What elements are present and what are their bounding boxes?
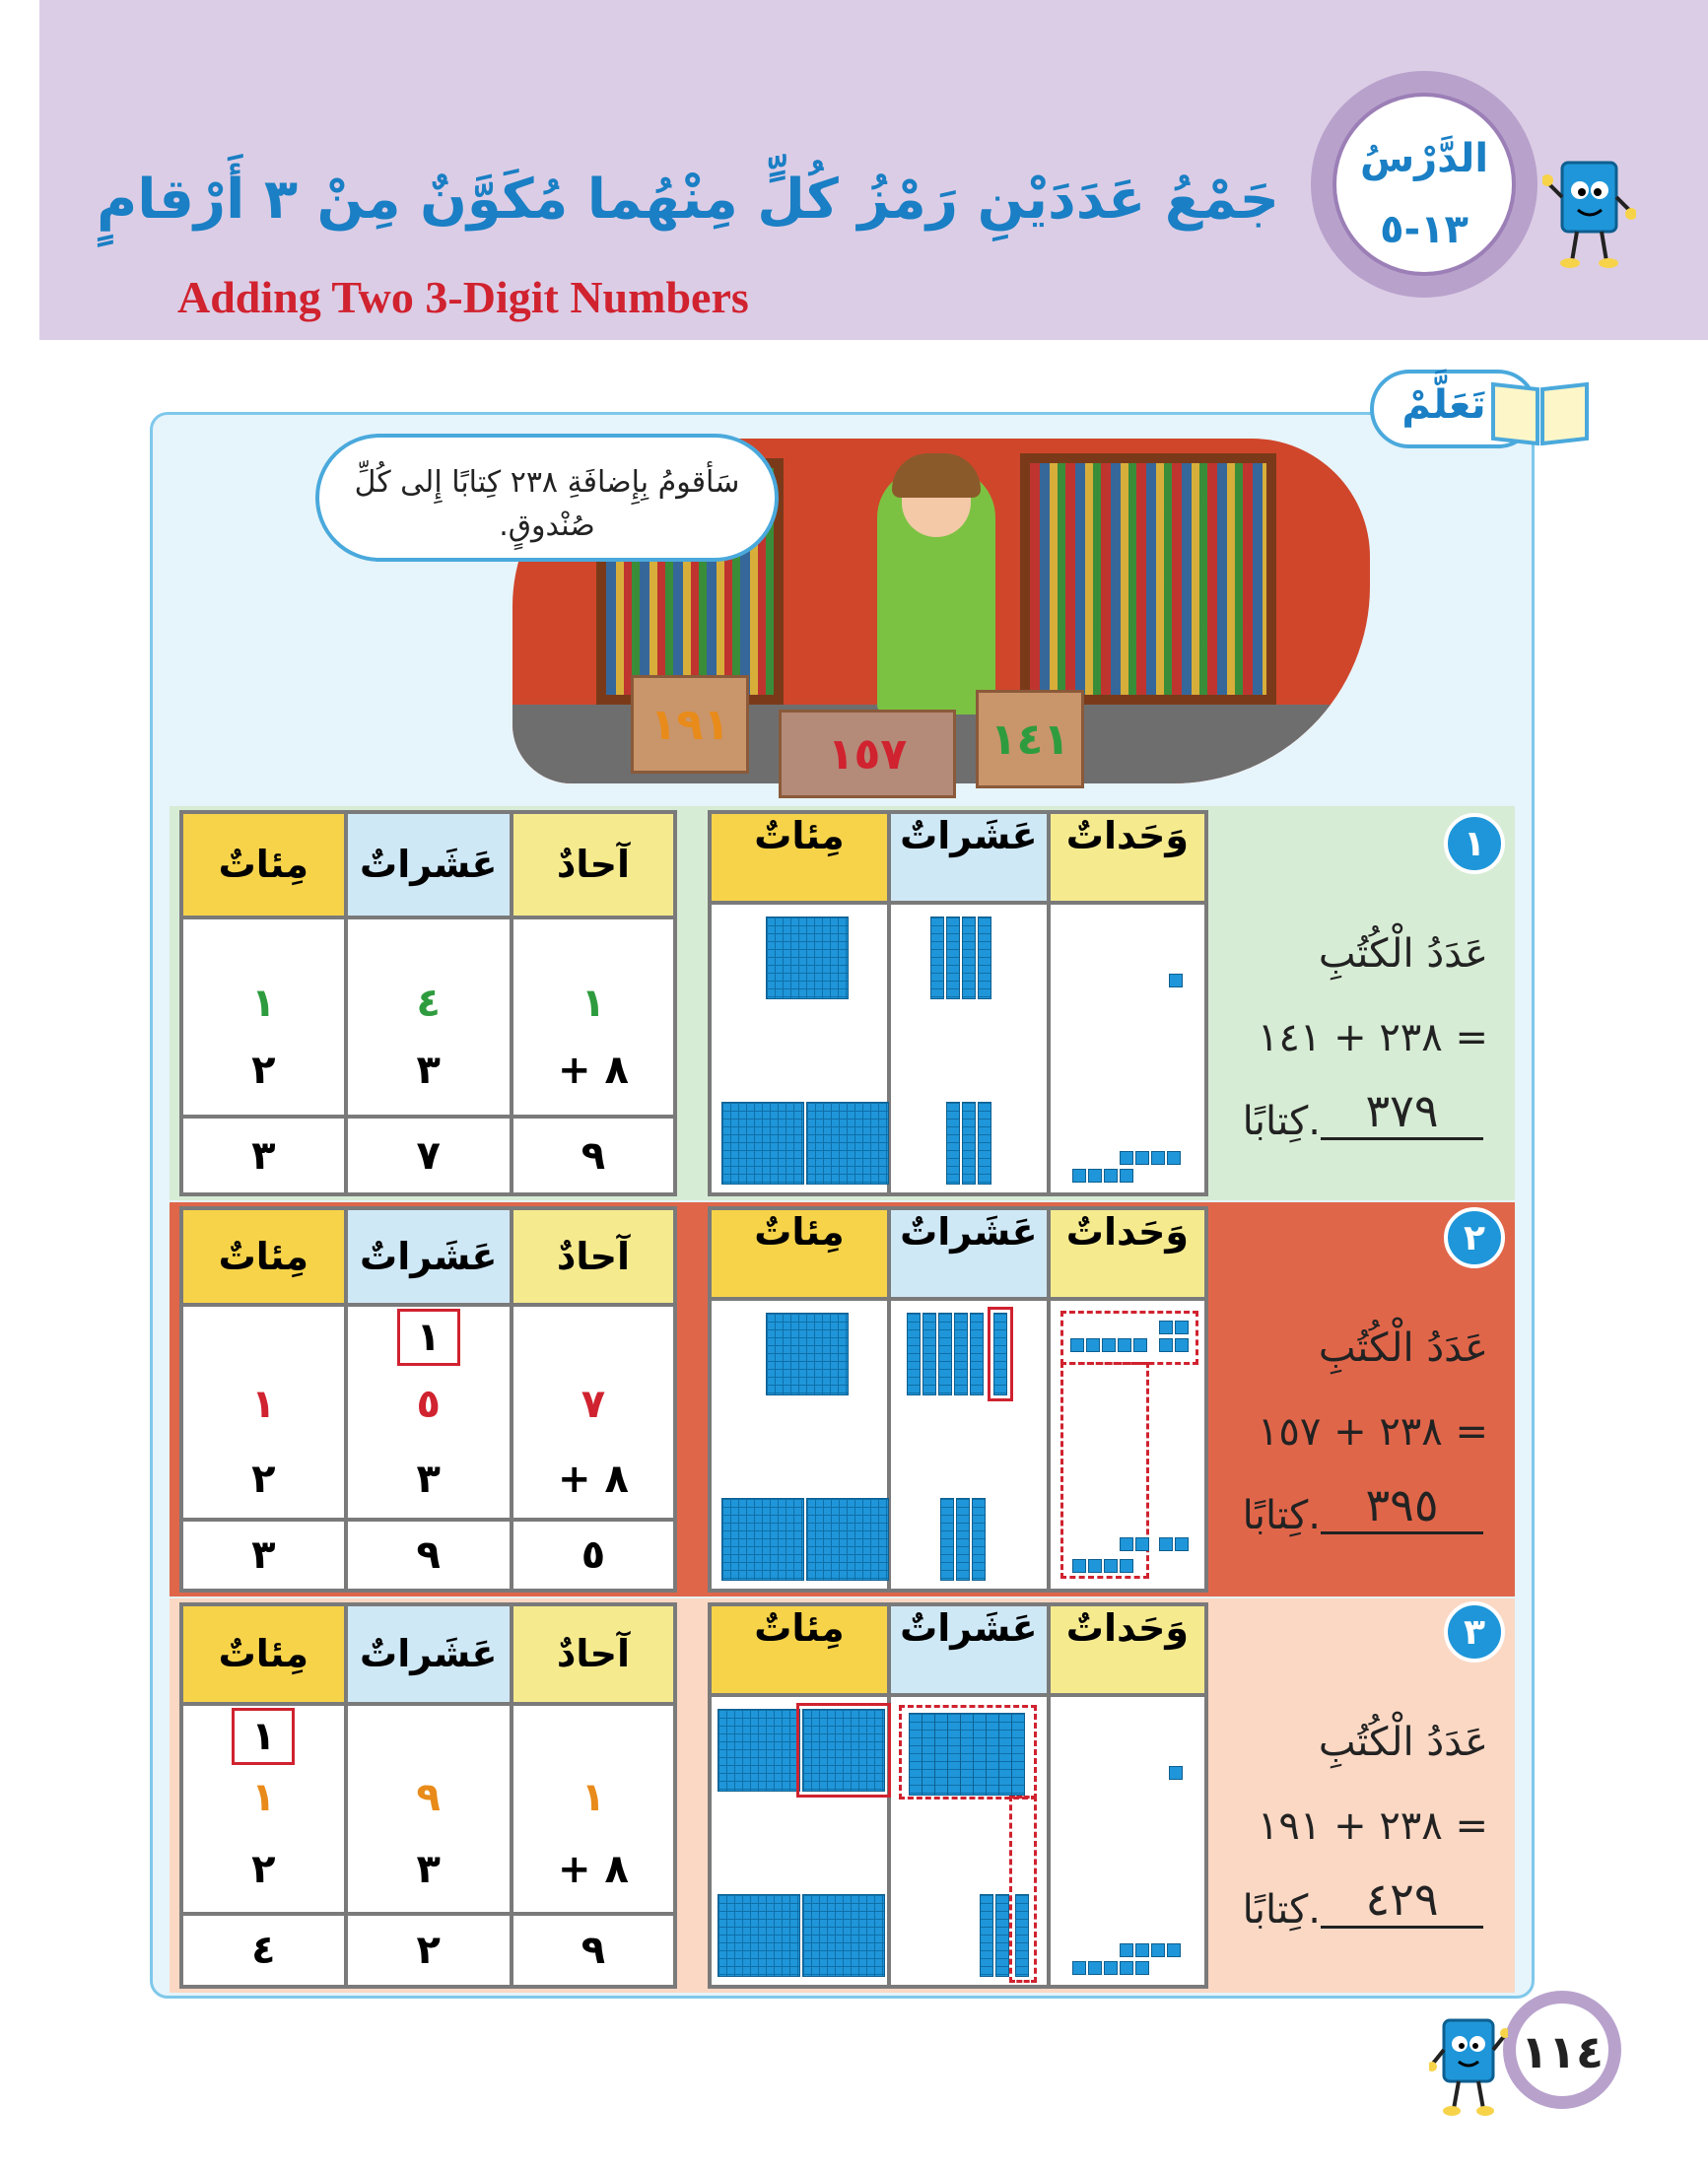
digit-ones: ١ (512, 917, 675, 1026)
sum-hundreds: ٤ (181, 1914, 346, 1987)
problem-equation: = ٢٣٨ + ١٥٧ (1257, 1409, 1488, 1455)
col-header-tens: عَشَراتٌ (346, 812, 512, 917)
unit-cube (1088, 1169, 1102, 1183)
ten-rod (1015, 1894, 1029, 1977)
col-header-tens: عَشَراتٌ (346, 1208, 512, 1305)
problem-answer: ٣٧٩ (1321, 1084, 1483, 1140)
carry-tens: ١ (397, 1309, 460, 1366)
answer-unit: كِتابًا. (1242, 1493, 1321, 1538)
unit-cube (1120, 1537, 1133, 1551)
sum-hundreds: ٣ (181, 1520, 346, 1591)
book-box: ١٥٧ (779, 710, 956, 798)
regroup-highlight (796, 1703, 891, 1798)
ten-rod (980, 1894, 993, 1977)
col-header-ones: وَحَداتٌ (1049, 1208, 1206, 1299)
sum-ones: ٩ (512, 1914, 675, 1987)
col-header-ones: آحادٌ (512, 1208, 675, 1305)
col-header-ones: وَحَداتٌ (1049, 812, 1206, 903)
open-book-icon (1488, 370, 1592, 448)
ten-rod (998, 1713, 1012, 1796)
unit-cube (1175, 1321, 1189, 1334)
place-value-table (179, 1602, 677, 1989)
digit-hundreds: ١ (181, 917, 346, 1026)
unit-cube (1120, 1169, 1133, 1183)
tens-blocks-cell (889, 1299, 1049, 1591)
hundred-block (766, 917, 849, 999)
problem-label: عَدَدُ الْكُتُبِ (1318, 1720, 1488, 1765)
carry-ones (512, 1704, 675, 1769)
unit-cube (1159, 1537, 1173, 1551)
ten-rod (986, 1713, 999, 1796)
ten-rod (1011, 1713, 1025, 1796)
digit-ones: + ٨ (512, 1026, 675, 1118)
problem-answer: ٤٢٩ (1321, 1872, 1483, 1929)
col-header-tens: عَشَراتٌ (346, 1604, 512, 1704)
place-value-table (179, 1206, 677, 1593)
ten-rod (934, 1713, 948, 1796)
ten-rod (907, 1313, 921, 1395)
digit-hundreds: ١ (181, 1368, 346, 1441)
regroup-highlight (988, 1307, 1013, 1401)
digit-ones: + ٨ (512, 1827, 675, 1913)
book-box: ١٤١ (976, 690, 1084, 788)
digit-ones: + ٨ (512, 1441, 675, 1520)
col-header-hundreds: مِئاتٌ (181, 812, 346, 917)
unit-cube (1104, 1559, 1118, 1573)
digit-hundreds: ٢ (181, 1827, 346, 1913)
unit-cube (1070, 1338, 1084, 1352)
digit-tens: ٣ (346, 1026, 512, 1118)
problem-equation: = ٢٣٨ + ١٩١ (1257, 1803, 1488, 1849)
unit-cube (1169, 1766, 1183, 1780)
hundred-block (766, 1313, 849, 1395)
unit-cube (1135, 1151, 1149, 1165)
lesson-label: الدَّرْسُ (1359, 136, 1489, 181)
carry-hundreds (181, 1305, 346, 1368)
unit-cube (1118, 1338, 1131, 1352)
problem-equation: = ٢٣٨ + ١٤١ (1257, 1015, 1488, 1060)
unit-cube (1167, 1943, 1181, 1957)
problem-number-badge: ١ (1444, 813, 1505, 874)
lesson-title-english: Adding Two 3-Digit Numbers (177, 272, 749, 322)
problem-answer: ٣٩٥ (1321, 1478, 1483, 1534)
carry-tens-cell (346, 1305, 512, 1368)
ten-rod (938, 1313, 952, 1395)
unit-cube (1167, 1151, 1181, 1165)
ten-rod (947, 1713, 961, 1796)
col-header-hundreds: مِئاتٌ (710, 812, 889, 903)
unit-cube (1072, 1169, 1086, 1183)
unit-cube (1120, 1559, 1133, 1573)
unit-cube (1159, 1321, 1173, 1334)
ten-rod (956, 1498, 970, 1581)
ten-rod (922, 1313, 936, 1395)
book-box: ١٩١ (631, 675, 749, 774)
tens-blocks-cell (889, 1695, 1049, 1987)
sum-tens: ٩ (346, 1520, 512, 1591)
ten-rod (978, 917, 991, 999)
col-header-ones: آحادٌ (512, 812, 675, 917)
sum-hundreds: ٣ (181, 1117, 346, 1194)
unit-cube (1072, 1559, 1086, 1573)
hundreds-blocks-cell (710, 1695, 889, 1987)
unit-cube (1169, 974, 1183, 987)
hundreds-blocks-cell (710, 1299, 889, 1591)
col-header-tens: عَشَراتٌ (889, 1604, 1049, 1695)
ones-blocks-cell (1049, 1695, 1206, 1987)
hundred-block (806, 1102, 889, 1185)
carry-hundreds-cell (181, 1704, 346, 1769)
answer-unit: كِتابًا. (1242, 1887, 1321, 1933)
ten-rod (978, 1102, 991, 1185)
ten-rod (909, 1713, 922, 1796)
hundreds-blocks-cell (710, 903, 889, 1194)
answer-unit: كِتابًا. (1242, 1099, 1321, 1144)
digit-tens: ٣ (346, 1827, 512, 1913)
digit-hundreds: ١ (181, 1768, 346, 1827)
lesson-title-arabic: جَمْعُ عَدَدَيْنِ رَمْزُ كُلٍّ مِنْهُما مُكَوَّنٌ مِنْ ٣ أَرْقامٍ (97, 168, 1279, 232)
unit-cube (1151, 1151, 1165, 1165)
unit-cube (1088, 1559, 1102, 1573)
unit-cube (1151, 1943, 1165, 1957)
hundred-block (802, 1894, 885, 1977)
ten-rod (972, 1498, 986, 1581)
digit-tens: ٥ (346, 1368, 512, 1441)
unit-cube (1159, 1338, 1173, 1352)
page-number: ١١٤ (1520, 2025, 1605, 2078)
ten-rod (946, 917, 960, 999)
digit-tens: ٣ (346, 1441, 512, 1520)
sum-tens: ٢ (346, 1914, 512, 1987)
col-header-tens: عَشَراتٌ (889, 1208, 1049, 1299)
ten-rod (930, 917, 944, 999)
ten-rod (922, 1713, 935, 1796)
hundred-block (806, 1498, 889, 1581)
unit-cube (1120, 1943, 1133, 1957)
sum-ones: ٥ (512, 1520, 675, 1591)
digit-tens: ٤ (346, 917, 512, 1026)
book-mascot-icon (1429, 2010, 1508, 2119)
col-header-hundreds: مِئاتٌ (710, 1208, 889, 1299)
unit-cube (1102, 1338, 1116, 1352)
ones-blocks-cell (1049, 903, 1206, 1194)
unit-cube (1135, 1943, 1149, 1957)
col-header-hundreds: مِئاتٌ (710, 1604, 889, 1695)
unit-cube (1133, 1338, 1147, 1352)
digit-hundreds: ٢ (181, 1026, 346, 1118)
ones-blocks-cell (1049, 1299, 1206, 1591)
unit-cube (1175, 1338, 1189, 1352)
unit-cube (1072, 1961, 1086, 1975)
unit-cube (1175, 1537, 1189, 1551)
ten-rod (954, 1313, 968, 1395)
book-mascot-icon (1542, 153, 1636, 271)
base-ten-blocks-table (708, 1206, 1208, 1593)
problem-label: عَدَدُ الْكُتُبِ (1318, 1325, 1488, 1371)
unit-cube (1120, 1961, 1133, 1975)
col-header-ones: آحادٌ (512, 1604, 675, 1704)
hundred-block (717, 1709, 800, 1792)
ten-rod (946, 1102, 960, 1185)
speech-bubble-text: سَأقومُ بِإِضافَةِ ٢٣٨ كِتابًا إِلى كُلِّ صُنْدوقٍ. (354, 465, 740, 543)
ten-rod (995, 1894, 1009, 1977)
sum-ones: ٩ (512, 1117, 675, 1194)
unit-cube (1086, 1338, 1100, 1352)
digit-tens: ٩ (346, 1768, 512, 1827)
carry-ones (512, 1305, 675, 1368)
unit-cube (1104, 1961, 1118, 1975)
base-ten-blocks-table (708, 1602, 1208, 1989)
hundred-block (721, 1102, 804, 1185)
digit-hundreds: ٢ (181, 1441, 346, 1520)
unit-cube (1120, 1151, 1133, 1165)
unit-cube (1104, 1169, 1118, 1183)
col-header-hundreds: مِئاتٌ (181, 1208, 346, 1305)
ten-rod (962, 1102, 976, 1185)
ten-rod (940, 1498, 954, 1581)
problem-label: عَدَدُ الْكُتُبِ (1318, 931, 1488, 977)
ten-rod (960, 1713, 974, 1796)
digit-ones: ٧ (512, 1368, 675, 1441)
unit-cube (1088, 1961, 1102, 1975)
col-header-hundreds: مِئاتٌ (181, 1604, 346, 1704)
col-header-ones: وَحَداتٌ (1049, 1604, 1206, 1695)
sum-tens: ٧ (346, 1117, 512, 1194)
unit-cube (1135, 1537, 1149, 1551)
ten-rod (973, 1713, 987, 1796)
carry-tens (346, 1704, 512, 1769)
base-ten-blocks-table (708, 810, 1208, 1196)
col-header-tens: عَشَراتٌ (889, 812, 1049, 903)
digit-ones: ١ (512, 1768, 675, 1827)
unit-cube (1135, 1961, 1149, 1975)
problem-number-badge: ٢ (1444, 1207, 1505, 1268)
ten-rod (970, 1313, 984, 1395)
tens-blocks-cell (889, 903, 1049, 1194)
carry-hundreds: ١ (232, 1708, 295, 1765)
place-value-table (179, 810, 677, 1196)
ten-rod (962, 917, 976, 999)
learn-label: تَعَلَّمْ (1401, 382, 1486, 428)
hundred-block (717, 1894, 800, 1977)
lesson-number: ١٣-٥ (1380, 207, 1469, 252)
hundred-block (721, 1498, 804, 1581)
problem-number-badge: ٣ (1444, 1601, 1505, 1663)
